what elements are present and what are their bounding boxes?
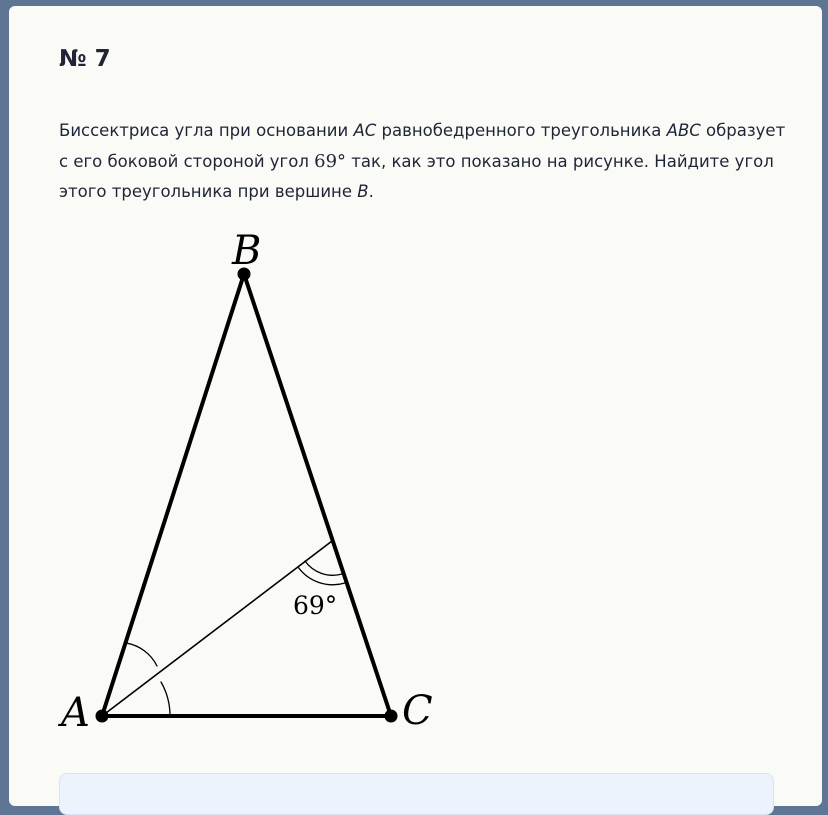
side-ab: [102, 274, 244, 716]
angle-arc-a-lower: [161, 682, 170, 716]
vertex-a-dot: [96, 710, 109, 723]
angle-arc-69-inner: [305, 561, 342, 575]
label-a: A: [61, 690, 90, 736]
task-card: [9, 6, 822, 806]
angle-arc-69-outer: [298, 567, 345, 585]
task-text-part-4: так, как это показано на рисунке. Найдите угол этого треугольника при вершине: [59, 151, 774, 201]
task-text-part-1: Биссектриса угла при основании: [59, 121, 354, 140]
angle-label-69: 69°: [293, 591, 338, 620]
angle-value: 69°: [314, 150, 347, 172]
task-text-part-3: образует с его боковой стороной угол: [59, 121, 786, 171]
triangle-figure: [9, 6, 822, 786]
task-text-part-5: .: [368, 182, 374, 201]
var-b: B: [357, 182, 369, 201]
var-ac: AC: [353, 121, 377, 140]
label-b: B: [232, 228, 262, 274]
side-bc: [244, 274, 391, 716]
label-c: C: [402, 688, 433, 734]
task-number: № 7: [59, 46, 111, 72]
var-abc: ABC: [666, 121, 701, 140]
answer-box[interactable]: [59, 773, 774, 815]
angle-arc-a-upper: [126, 643, 157, 666]
vertex-c-dot: [385, 710, 398, 723]
task-text-part-2: равнобедренного треугольника: [376, 121, 667, 140]
